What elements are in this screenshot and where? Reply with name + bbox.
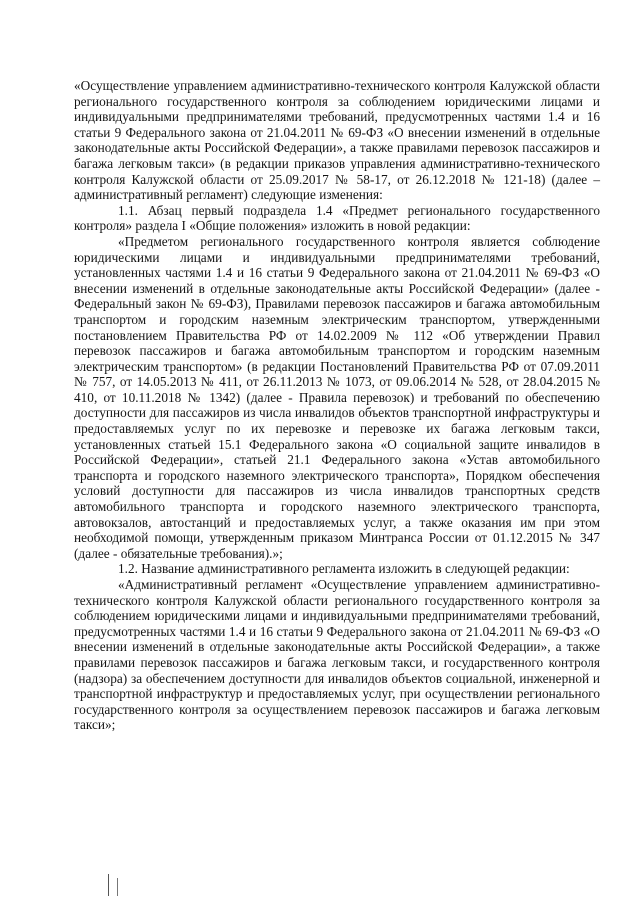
paragraph-item-1-1: 1.1. Абзац первый подраздела 1.4 «Предмет регионального государственного контроля» раздела I «Общие положения» изложить в новой редакции: <box>74 202 600 234</box>
paragraph-intro: «Осуществление управлением административно-технического контроля Калужской области регионального государственного контроля за соблюдением юридическими лицами и индивидуальными предпринимателями требований, предусмотренных частями 1.4 и 16 статьи 9 Федерального закона от 21.04.2011 № 69-ФЗ «О внесении изменений в отдельные законодательные акты Российской Федерации», а также правилами перевозок пассажиров и багажа легковым такси» (в редакции приказов управления административно-технического контроля Калужской области от 25.09.2017 № 58-17, от 26.12.2018 № 121-18) (далее – административный регламент) следующие изменения: <box>74 78 600 203</box>
scan-margin-mark <box>108 874 109 896</box>
paragraph-subject-of-control: «Предметом регионального государственного контроля является соблюдение юридическими лицами и индивидуальными предпринимателями требований, установленных частями 1.4 и 16 статьи 9 Федерального закона от 21.04.2011 № 69-ФЗ «О внесении изменений в отдельные законодательные акты Российской Федерации» (далее - Федеральный закон № 69-ФЗ), Правилами перевозок пассажиров и багажа автомобильным транспортом и городским наземным электрическим транспортом, утвержденными постановлением Правительства РФ от 14.02.2009 № 112 «Об утверждении Правил перевозок пассажиров и багажа автомобильным транспортом и городским наземным электрическим транспортом» (в редакции Постановлений Правительства РФ от 07.09.2011 № 757, от 14.05.2013 № 411, от 26.11.2013 № 1073, от 09.06.2014 № 528, от 28.04.2015 № 410, от 10.11.2018 № 1342) (далее - Правила перевозок) и требований по обеспечению доступности для пассажиров из числа инвалидов объектов транспортной инфраструктуры и предоставляемых услуг по их перевозке и перевозке их багажа легковым такси, установленных статьей 15.1 Федерального закона «О социальной защите инвалидов в Российской Федерации», статьей 21.1 Федерального закона «Устав автомобильного транспорта и городского наземного электрического транспорта», Порядком обеспечения условий доступности для пассажиров из числа инвалидов транспортных средств автомобильного транспорта и городского наземного электрического транспорта, автовокзалов, автостанций и предоставляемых услуг, а также оказания им при этом необходимой помощи, утвержденным приказом Минтранса России от 01.12.2015 № 347 (далее - обязательные требования).»; <box>74 233 600 561</box>
scan-margin-mark-2 <box>117 878 118 896</box>
document-page <box>74 78 600 733</box>
paragraph-regulation-title: «Административный регламент «Осуществление управлением административно-технического контроля Калужской области регионального государственного контроля за соблюдением юридическими лицами и индивидуальными предпринимателями требований, предусмотренных частями 1.4 и 16 статьи 9 Федерального закона от 21.04.2011 № 69-ФЗ «О внесении изменений в отдельные законодательные акты Российской Федерации», а также правилами перевозок пассажиров и багажа легковым такси, и государственного контроля (надзора) за обеспечением доступности для инвалидов объектов социальной, инженерной и транспортной инфраструктур и предоставляемых услуг, при осуществлении регионального государственного контроля за осуществлением перевозок пассажиров и багажа легковым такси»; <box>74 577 600 733</box>
paragraph-item-1-2: 1.2. Название административного регламента изложить в следующей редакции: <box>118 561 570 577</box>
